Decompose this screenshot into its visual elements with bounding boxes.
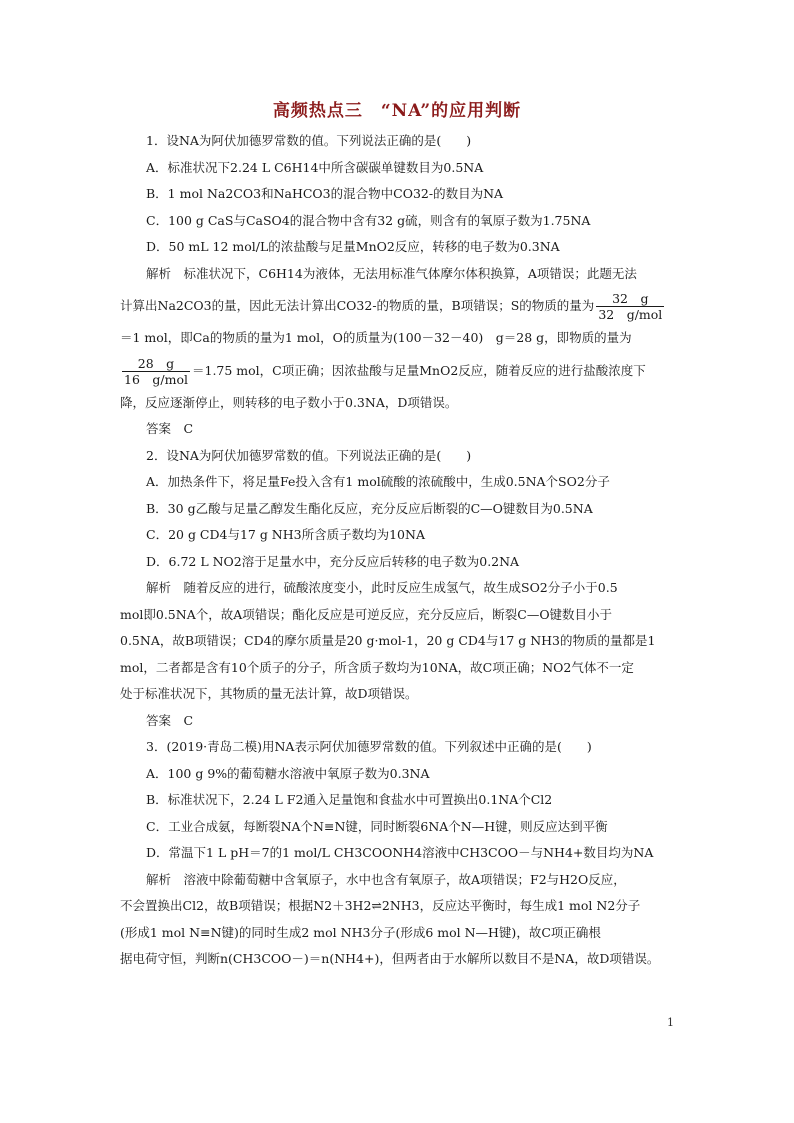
q3-explain-3: (形成1 mol N≡N键)的同时生成2 mol NH3分子(形成6 mol N—H键)，故C项正确根	[120, 924, 601, 940]
q3-option-b: B．标准状况下，2.24 L F2通入足量饱和食盐水中可置换出0.1NA个Cl2	[146, 792, 553, 807]
q1-explain-1: 解析 标准状况下，C6H14为液体，无法用标准气体摩尔体积换算，A项错误；此题无法	[146, 265, 637, 281]
q2-explain-1: 解析 随着反应的进行，硫酸浓度变小，此时反应生成氢气，故生成SO2分子小于0.5	[146, 580, 618, 595]
q3-option-d: D．常温下1 L pH＝7的1 mol/L CH3COONH4溶液中CH3COO－与NH4+数目均为NA	[146, 845, 654, 860]
q3-explain-4: 据电荷守恒，判断n(CH3COO－)＝n(NH4+)，但两者由于水解所以数目不是NA，故D项错误。	[120, 951, 660, 966]
q1-option-b: B．1 mol Na2CO3和NaHCO3的混合物中CO32-的数目为NA	[146, 186, 504, 201]
q1-stem: 1．设NA为阿伏加德罗常数的值。下列说法正确的是( )	[146, 133, 472, 148]
page-title: 高频热点三 “NA”的应用判断	[272, 101, 522, 121]
q2-option-d: D．6.72 L NO2溶于足量水中，充分反应后转移的电子数为0.2NA	[146, 553, 520, 569]
q1-option-a: A．标准状况下2.24 L C6H14中所含碳碳单键数目为0.5NA	[146, 159, 484, 175]
q1-explain-2	[120, 287, 675, 325]
q2-explain-4: mol，二者都是含有10个质子的分子，所含质子数均为10NA，故C项正确；NO2气体不一定	[120, 659, 634, 675]
q2-explain-3: 0.5NA，故B项错误；CD4的摩尔质量是20 g·mol-1，20 g CD4与17 g NH3的物质的量都是1	[120, 633, 656, 648]
fraction	[122, 356, 190, 387]
fraction-numerator: 28 g	[122, 356, 190, 372]
fraction-numerator: 32 g	[596, 291, 664, 307]
q3-option-c: C．工业合成氨，每断裂NA个N≡N键，同时断裂6NA个N—H键，则反应达到平衡	[146, 818, 608, 834]
q1-option-d: D．50 mL 12 mol/L的浓盐酸与足量MnO2反应，转移的电子数为0.3NA	[146, 239, 560, 254]
fraction-denominator: 32 g/mol	[598, 307, 663, 322]
q2-option-c: C．20 g CD4与17 g NH3所含质子数均为10NA	[146, 527, 425, 542]
q3-explain-2: 不会置换出Cl2，故B项错误；根据N2＋3H2⇌2NH3，反应达平衡时，每生成1 mol N2分子	[120, 898, 641, 913]
q1-explain-3: ＝1 mol，即Ca的物质的量为1 mol，O的质量为(100－32－40) g＝28 g，即物质的量为	[120, 330, 632, 345]
q1-explain-4-text: ＝1.75 mol，C项正确；因浓盐酸与足量MnO2反应，随着反应的进行盐酸浓度下	[192, 362, 646, 378]
q1-explain-2-text: 计算出Na2CO3的量，因此无法计算出CO32-的物质的量，B项错误；S的物质的量为	[120, 298, 595, 313]
q2-stem: 2．设NA为阿伏加德罗常数的值。下列说法正确的是( )	[146, 447, 472, 463]
q1-answer: 答案 C	[146, 421, 194, 436]
fraction	[596, 291, 664, 322]
q1-explain-4	[120, 352, 675, 390]
content-body	[120, 128, 675, 973]
page-number: 1	[667, 1016, 674, 1029]
q3-stem: 3．(2019·青岛二模)用NA表示阿伏加德罗常数的值。下列叙述中正确的是( )	[146, 739, 592, 754]
q3-option-a: A．100 g 9%的葡萄糖水溶液中氧原子数为0.3NA	[146, 765, 430, 781]
q2-explain-5: 处于标准状况下，其物质的量无法计算，故D项错误。	[120, 686, 418, 701]
fraction-denominator: 16 g/mol	[124, 371, 188, 387]
q2-answer: 答案 C	[146, 712, 194, 728]
q1-explain-5: 降，反应逐渐停止，则转移的电子数小于0.3NA，D项错误。	[120, 394, 458, 410]
q2-option-b: B．30 g乙酸与足量乙醇发生酯化反应，充分反应后断裂的C—O键数目为0.5NA	[146, 500, 593, 516]
q3-explain-1: 解析 溶液中除葡萄糖中含氧原子，水中也含有氧原子，故A项错误；F2与H2O反应，	[146, 871, 626, 887]
q1-option-c: C．100 g CaS与CaSO4的混合物中含有32 g硫，则含有的氧原子数为1.75NA	[146, 212, 591, 228]
q2-explain-2: mol即0.5NA个，故A项错误；酯化反应是可逆反应，充分反应后，断裂C—O键数目小于	[120, 606, 613, 622]
q2-option-a: A．加热条件下，将足量Fe投入含有1 mol硫酸的浓硫酸中，生成0.5NA个SO2分子	[146, 474, 610, 489]
